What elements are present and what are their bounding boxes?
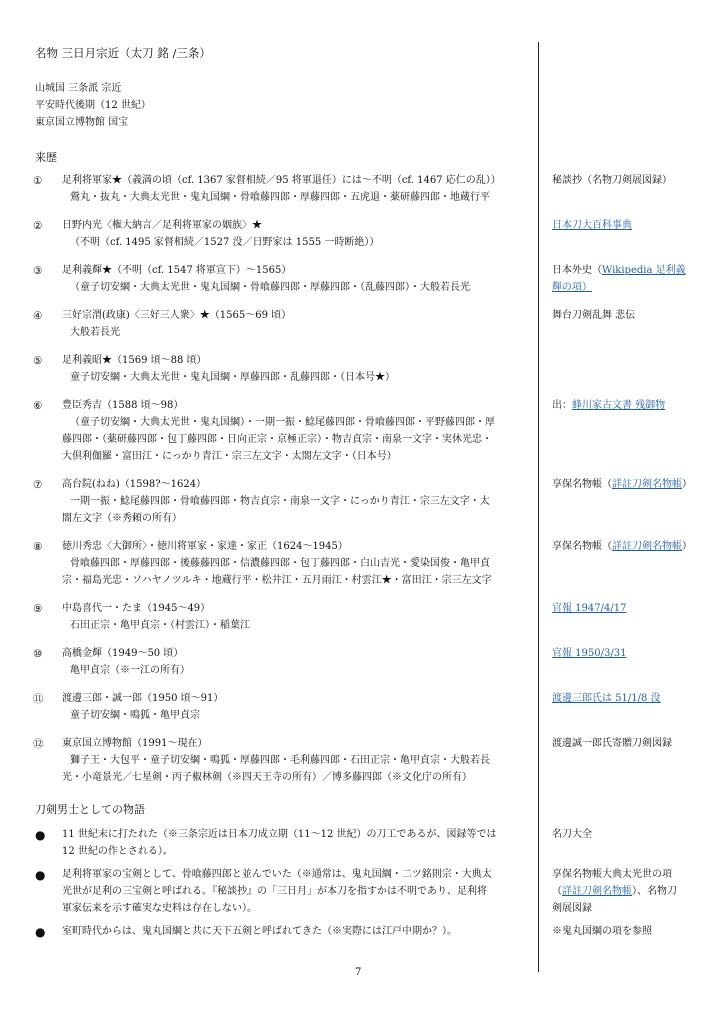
entry-owner: 足利義昭★（1569 頃～88 頃） bbox=[62, 355, 207, 366]
section-heading-story: 刀剣男士としての物語 bbox=[35, 803, 145, 816]
entry-swords: 骨喰藤四郎・厚藤四郎・後藤藤四郎・信濃藤四郎・包丁藤四郎・白山吉光・愛染国俊・亀甲貞 bbox=[70, 558, 490, 569]
entry-source: 輝の項） bbox=[552, 282, 592, 293]
story-source: 享保名物帳大典太光世の項 bbox=[552, 869, 672, 880]
entry-owner: 高台院(ねね)（1598?～1624） bbox=[62, 479, 207, 490]
entry-owner: 足利将軍家★（義満の頃（cf. 1367 家督相続／95 将軍退任）には～不明（cf. 1467 応仁の乱）） bbox=[62, 175, 501, 186]
bullet-icon: ● bbox=[35, 925, 46, 939]
entry-number: ⑫ bbox=[33, 738, 44, 750]
story-text: 12 世紀の作とされる）。 bbox=[62, 846, 173, 857]
entry-source: 舞台刀剣乱舞 悲伝 bbox=[552, 310, 636, 321]
entry-swords: （童子切安綱・大典太光世・鬼丸国綱）・一期一振・鯰尾藤四郎・骨喰藤四郎・平野藤四郎・厚 bbox=[70, 417, 495, 428]
source-link[interactable]: 詳註刀剣名物帳 bbox=[612, 541, 682, 552]
entry-swords: 宗・福島光忠・ソハヤノツルキ・地蔵行平・松井江・五月雨江・村雲江★・富田江・宗三左文字 bbox=[62, 575, 492, 586]
entry-swords: 石田正宗・亀甲貞宗・（村雲江）・稲葉江 bbox=[70, 620, 250, 631]
entry-source-link[interactable]: 官報 1947/4/17 bbox=[552, 603, 627, 614]
entry-number: ④ bbox=[33, 310, 43, 322]
entry-swords: 鶯丸・抜丸・大典太光世・鬼丸国綱・骨喰藤四郎・厚藤四郎・五虎退・薬研藤四郎・地蔵行平 bbox=[70, 192, 490, 203]
entry-swords: 閤左文字（※秀頼の所有） bbox=[62, 513, 182, 524]
section-heading-history: 来歴 bbox=[35, 151, 57, 164]
story-source: 名刀大全 bbox=[552, 829, 592, 840]
entry-swords: 光・小竜景光／七星剣・丙子椒林剣（※四天王寺の所有）／博多藤四郎（※文化庁の所有） bbox=[62, 772, 472, 783]
story-text: 足利将軍家の宝剣として、骨喰藤四郎と並んでいた（※通常は、鬼丸国綱・二ツ銘則宗・大典太 bbox=[62, 869, 492, 880]
story-text: 光世が足利の三宝剣と呼ばれる。『秘談抄』の「三日月」が本刀を指すかは不明であり、足利将 bbox=[62, 886, 487, 897]
entry-number: ① bbox=[33, 175, 43, 187]
entry-swords: 藤四郎・（薬研藤四郎・包丁藤四郎・日向正宗・京極正宗）・物吉貞宗・南泉一文字・実休光忠・ bbox=[62, 434, 492, 445]
entry-source: 出：蜂川家古文書 残御物 bbox=[552, 400, 666, 411]
entry-swords: 童子切安綱・鳴狐・亀甲貞宗 bbox=[70, 710, 200, 721]
entry-swords: 一期一振・鯰尾藤四郎・骨喰藤四郎・物吉貞宗・南泉一文字・にっかり青江・宗三左文字・太 bbox=[70, 496, 490, 507]
story-text: 軍家伝来を示す確実な史料は存在しない）。 bbox=[62, 903, 257, 914]
entry-swords: 亀甲貞宗（※一江の所有） bbox=[70, 665, 190, 676]
info-line: 山城国 三条派 宗近 bbox=[35, 83, 122, 94]
entry-swords: 大倶利伽羅・富田江・にっかり青江・宗三左文字・太閤左文字・（日本号） bbox=[62, 451, 397, 462]
entry-source: 享保名物帳（詳註刀剣名物帳） bbox=[552, 541, 692, 552]
entry-swords: （不明（cf. 1495 家督相続／1527 没／日野家は 1555 一時断絶）） bbox=[70, 237, 380, 248]
entry-swords: 獅子王・大包平・童子切安綱・鳴狐・厚藤四郎・毛利藤四郎・石田正宗・亀甲貞宗・大般若長 bbox=[70, 755, 490, 766]
entry-number: ⑥ bbox=[33, 400, 43, 412]
entry-swords: 大般若長光 bbox=[70, 327, 120, 338]
entry-owner: 日野内光〈権大納言／足利将軍家の姻族〉★ bbox=[62, 220, 262, 231]
entry-owner: 中島喜代一・たま（1945～49） bbox=[62, 603, 211, 614]
entry-number: ⑨ bbox=[33, 603, 43, 615]
entry-owner: 足利義輝★（不明（cf. 1547 将軍宣下）～1565） bbox=[62, 265, 292, 276]
page-title: 名物 三日月宗近（太刀 銘 /三条） bbox=[35, 46, 211, 60]
entry-number: ③ bbox=[33, 265, 43, 277]
entry-owner: 三好宗渭(政康)〈三好三人衆〉★（1565～69 頃） bbox=[62, 310, 292, 321]
bullet-icon: ● bbox=[35, 868, 46, 882]
entry-number: ⑧ bbox=[33, 541, 43, 553]
entry-source: 享保名物帳（詳註刀剣名物帳） bbox=[552, 479, 692, 490]
entry-source: 秘談抄（名物刀剣展図録） bbox=[552, 175, 672, 186]
story-source: ※鬼丸国綱の項を参照 bbox=[552, 926, 652, 937]
entry-source: 渡邊誠一郎氏寄贈刀剣図録 bbox=[552, 738, 672, 749]
entry-owner: 徳川秀忠〈大御所〉・徳川将軍家・家達・家正（1624～1945） bbox=[62, 541, 348, 552]
entry-source-link[interactable]: 日本刀大百科事典 bbox=[552, 220, 632, 231]
story-text: 室町時代からは、鬼丸国綱と共に天下五剣と呼ばれてきた（※実際には江戸中期か？）。 bbox=[62, 926, 457, 937]
bullet-icon: ● bbox=[35, 828, 46, 842]
entry-owner: 東京国立博物館（1991～現在） bbox=[62, 738, 208, 749]
entry-owner: 高橋金輝（1949～50 頃） bbox=[62, 648, 184, 659]
entry-swords: 童子切安綱・大典太光世・鬼丸国綱・厚藤四郎・乱藤四郎・（日本号★） bbox=[70, 372, 395, 383]
entry-number: ⑦ bbox=[33, 479, 43, 491]
entry-source-link[interactable]: 官報 1950/3/31 bbox=[552, 648, 627, 659]
page-number: 7 bbox=[355, 967, 362, 978]
info-line: 平安時代後期（12 世紀） bbox=[35, 100, 151, 111]
entry-number: ② bbox=[33, 220, 43, 232]
entry-owner: 豊臣秀吉（1588 頃～98） bbox=[62, 400, 184, 411]
column-divider bbox=[538, 42, 539, 972]
entry-swords: （童子切安綱・大典太光世・鬼丸国綱・骨喰藤四郎・厚藤四郎・（乱藤四郎）・大般若長光 bbox=[70, 282, 470, 293]
info-line: 東京国立博物館 国宝 bbox=[35, 117, 129, 128]
entry-number: ⑪ bbox=[33, 693, 44, 705]
story-text: 11 世紀末に打たれた（※三条宗近は日本刀成立期（11～12 世紀）の刀工であるが、図録等では bbox=[62, 829, 497, 840]
entry-number: ⑤ bbox=[33, 355, 43, 367]
entry-owner: 渡邊三郎・誠一郎（1950 頃～91） bbox=[62, 693, 224, 704]
story-source: （詳註刀剣名物帳）、名物刀 bbox=[552, 886, 677, 897]
entry-source: 日本外史（Wikipedia 足利義 bbox=[552, 265, 686, 276]
source-link[interactable]: 蜂川家古文書 残御物 bbox=[572, 400, 666, 411]
story-source: 剣展図録 bbox=[552, 903, 592, 914]
wikipedia-link[interactable]: Wikipedia 足利義 bbox=[602, 265, 686, 276]
source-link[interactable]: 詳註刀剣名物帳 bbox=[612, 479, 682, 490]
entry-source-link[interactable]: 渡邊三郎氏は 51/1/8 没 bbox=[552, 693, 661, 704]
entry-number: ⑩ bbox=[33, 648, 43, 660]
source-link[interactable]: 詳註刀剣名物帳 bbox=[562, 886, 632, 897]
